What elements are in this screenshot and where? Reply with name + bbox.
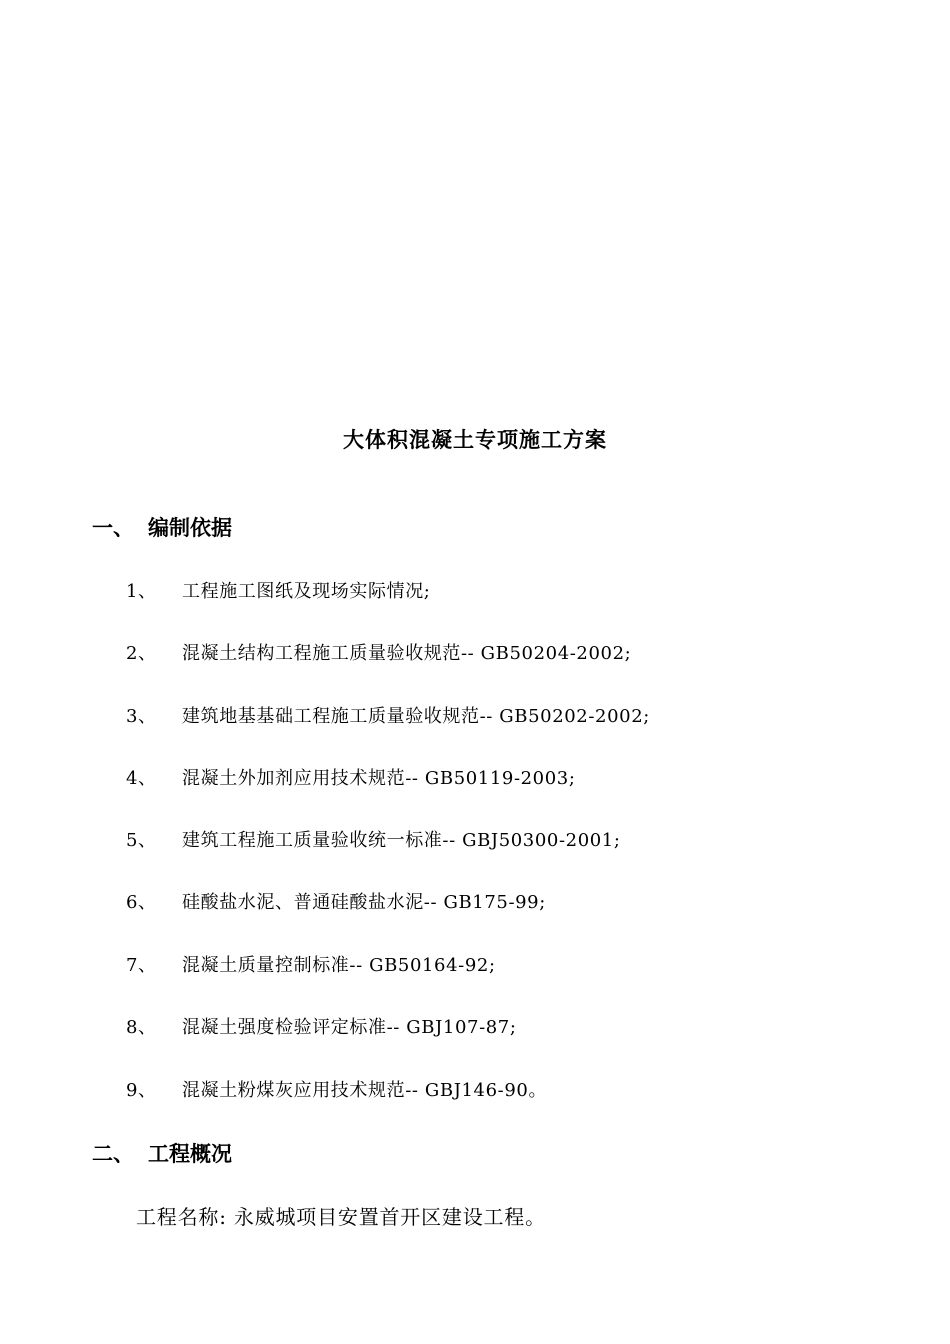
- section-label: 编制依据: [148, 516, 232, 540]
- section-heading-overview: [92, 1138, 232, 1168]
- section-number: 一、: [92, 516, 134, 540]
- section-number: 二、: [92, 1142, 134, 1166]
- project-name-paragraph: 工程名称: 永威城项目安置首开区建设工程。: [136, 1205, 546, 1229]
- item-number: 4、: [126, 768, 157, 789]
- item-text: 硅酸盐水泥、普通硅酸盐水泥-- GB175-99;: [182, 892, 546, 913]
- list-item: [126, 639, 631, 665]
- item-number: 5、: [126, 830, 157, 851]
- item-text: 建筑工程施工质量验收统一标准-- GBJ50300-2001;: [182, 830, 621, 851]
- item-number: 9、: [126, 1080, 157, 1101]
- item-text: 工程施工图纸及现场实际情况;: [182, 581, 431, 602]
- list-item: [126, 951, 496, 977]
- list-item: [126, 764, 576, 790]
- item-text: 混凝土结构工程施工质量验收规范-- GB50204-2002;: [182, 643, 632, 664]
- item-number: 2、: [126, 643, 157, 664]
- item-text: 混凝土强度检验评定标准-- GBJ107-87;: [182, 1017, 517, 1038]
- item-number: 6、: [126, 892, 157, 913]
- item-text: 建筑地基基础工程施工质量验收规范-- GB50202-2002;: [182, 706, 650, 727]
- list-item: [126, 1013, 517, 1039]
- item-text: 混凝土粉煤灰应用技术规范-- GBJ146-90。: [182, 1080, 548, 1101]
- item-text: 混凝土质量控制标准-- GB50164-92;: [182, 955, 496, 976]
- list-item: [126, 577, 430, 603]
- list-item: [126, 826, 621, 852]
- item-number: 3、: [126, 706, 157, 727]
- item-text: 混凝土外加剂应用技术规范-- GB50119-2003;: [182, 768, 576, 789]
- list-item: [126, 1076, 547, 1102]
- item-number: 7、: [126, 955, 157, 976]
- list-item: [126, 888, 546, 914]
- list-item: [126, 702, 650, 728]
- item-number: 8、: [126, 1017, 157, 1038]
- section-label: 工程概况: [148, 1142, 232, 1166]
- section-heading-basis: [92, 512, 232, 542]
- item-number: 1、: [126, 581, 157, 602]
- document-title: 大体积混凝土专项施工方案: [343, 428, 607, 452]
